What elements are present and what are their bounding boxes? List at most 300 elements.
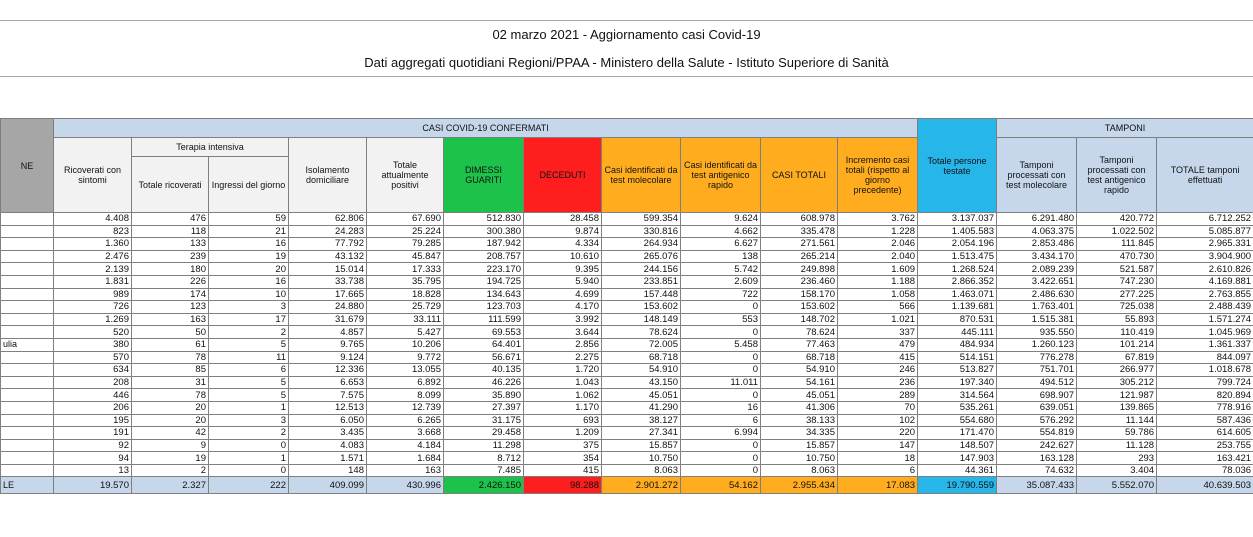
- table-cell: 2.856: [524, 338, 602, 351]
- table-cell: 163: [367, 464, 444, 477]
- table-cell: 3.668: [367, 427, 444, 440]
- table-cell: 0: [681, 326, 761, 339]
- table-cell: 8.063: [761, 464, 838, 477]
- table-cell: 246: [838, 364, 918, 377]
- table-cell: 1.022.502: [1077, 225, 1157, 238]
- table-cell: 430.996: [367, 477, 444, 494]
- table-cell: 233.851: [602, 275, 681, 288]
- table-cell: 68.718: [602, 351, 681, 364]
- table-cell: 138: [681, 250, 761, 263]
- table-cell: 43.150: [602, 376, 681, 389]
- table-cell: 34.335: [761, 427, 838, 440]
- table-cell: 314.564: [918, 389, 997, 402]
- region-name: [1, 213, 54, 226]
- table-cell: 153.602: [602, 301, 681, 314]
- table-cell: 148.149: [602, 313, 681, 326]
- table-cell: 512.830: [444, 213, 524, 226]
- table-cell: 2.275: [524, 351, 602, 364]
- table-cell: 59: [209, 213, 289, 226]
- table-cell: 12.336: [289, 364, 367, 377]
- table-cell: 2.486.630: [997, 288, 1077, 301]
- table-cell: 111.599: [444, 313, 524, 326]
- table-cell: 9.395: [524, 263, 602, 276]
- table-cell: 78.036: [1157, 464, 1253, 477]
- table-cell: 2: [209, 326, 289, 339]
- top-divider: [0, 20, 1253, 21]
- table-cell: 19: [209, 250, 289, 263]
- table-cell: 554.680: [918, 414, 997, 427]
- table-cell: 24.880: [289, 301, 367, 314]
- region-name: ulia: [1, 338, 54, 351]
- table-cell: 2.853.486: [997, 238, 1077, 251]
- table-cell: 8.063: [602, 464, 681, 477]
- table-cell: 0: [681, 389, 761, 402]
- table-cell: 2.046: [838, 238, 918, 251]
- region-name: [1, 376, 54, 389]
- table-cell: 208: [54, 376, 132, 389]
- table-cell: 2.327: [132, 477, 209, 494]
- table-cell: 445.111: [918, 326, 997, 339]
- table-cell: 554.819: [997, 427, 1077, 440]
- table-cell: 520: [54, 326, 132, 339]
- table-cell: 18: [838, 452, 918, 465]
- table-cell: 5.742: [681, 263, 761, 276]
- table-cell: 158.170: [761, 288, 838, 301]
- region-name: [1, 301, 54, 314]
- table-cell: 9.124: [289, 351, 367, 364]
- table-cell: 29.458: [444, 427, 524, 440]
- table-cell: 41.290: [602, 401, 681, 414]
- table-cell: 31.175: [444, 414, 524, 427]
- table-cell: 163.128: [997, 452, 1077, 465]
- table-cell: 608.978: [761, 213, 838, 226]
- table-cell: 134.643: [444, 288, 524, 301]
- table-cell: 61: [132, 338, 209, 351]
- table-cell: 4.662: [681, 225, 761, 238]
- region-name: [1, 326, 54, 339]
- table-cell: 0: [209, 464, 289, 477]
- col-header-deceased: DECEDUTI: [524, 138, 602, 213]
- table-cell: 2.610.826: [1157, 263, 1253, 276]
- table-cell: 41.306: [761, 401, 838, 414]
- swabs-group-header: TAMPONI: [997, 119, 1253, 138]
- table-cell: 1.720: [524, 364, 602, 377]
- table-cell: 2.763.855: [1157, 288, 1253, 301]
- table-cell: 1.763.401: [997, 301, 1077, 314]
- table-cell: 3.434.170: [997, 250, 1077, 263]
- region-name: [1, 351, 54, 364]
- table-cell: 1.021: [838, 313, 918, 326]
- table-cell: 2.488.439: [1157, 301, 1253, 314]
- table-cell: 11.011: [681, 376, 761, 389]
- table-cell: 576.292: [997, 414, 1077, 427]
- table-cell: 157.448: [602, 288, 681, 301]
- table-cell: 614.605: [1157, 427, 1253, 440]
- table-cell: 17.333: [367, 263, 444, 276]
- table-cell: 2.054.196: [918, 238, 997, 251]
- table-cell: 197.340: [918, 376, 997, 389]
- table-cell: 1.170: [524, 401, 602, 414]
- table-cell: 289: [838, 389, 918, 402]
- table-cell: 5.085.877: [1157, 225, 1253, 238]
- covid-table: [0, 118, 1253, 494]
- table-row: [1, 338, 1253, 351]
- table-cell: 5: [209, 376, 289, 389]
- table-cell: 5: [209, 338, 289, 351]
- col-header-total-swabs: TOTALE tamponi effettuati: [1157, 138, 1253, 213]
- table-cell: 74.632: [997, 464, 1077, 477]
- table-cell: 78: [132, 351, 209, 364]
- table-row: [1, 213, 1253, 226]
- table-cell: 236.460: [761, 275, 838, 288]
- table-cell: 56.671: [444, 351, 524, 364]
- table-cell: 40.639.503: [1157, 477, 1253, 494]
- table-cell: 195: [54, 414, 132, 427]
- table-cell: 2.476: [54, 250, 132, 263]
- col-header-icu-new: Ingressi del giorno: [209, 157, 289, 213]
- table-cell: 9.772: [367, 351, 444, 364]
- table-cell: 7.575: [289, 389, 367, 402]
- table-cell: 44.361: [918, 464, 997, 477]
- region-name: [1, 439, 54, 452]
- table-cell: 446: [54, 389, 132, 402]
- table-cell: 21: [209, 225, 289, 238]
- table-cell: 110.419: [1077, 326, 1157, 339]
- table-row: [1, 464, 1253, 477]
- table-cell: 4.170: [524, 301, 602, 314]
- page-subtitle: Dati aggregati quotidiani Regioni/PPAA - Ministero della Salute - Istituto Superiore di Sanità: [364, 55, 889, 70]
- region-name: [1, 389, 54, 402]
- table-cell: 1.209: [524, 427, 602, 440]
- table-row: [1, 313, 1253, 326]
- table-cell: 6.291.480: [997, 213, 1077, 226]
- table-cell: 98.288: [524, 477, 602, 494]
- table-cell: 1: [209, 452, 289, 465]
- table-cell: 153.602: [761, 301, 838, 314]
- table-cell: 54.161: [761, 376, 838, 389]
- table-cell: 236: [838, 376, 918, 389]
- table-row: [1, 427, 1253, 440]
- table-cell: 163: [132, 313, 209, 326]
- table-cell: 2: [209, 427, 289, 440]
- table-cell: 27.341: [602, 427, 681, 440]
- table-cell: 3.992: [524, 313, 602, 326]
- table-cell: 3.904.900: [1157, 250, 1253, 263]
- table-cell: 77.463: [761, 338, 838, 351]
- table-cell: 415: [524, 464, 602, 477]
- table-cell: 2.866.352: [918, 275, 997, 288]
- table-cell: 42: [132, 427, 209, 440]
- table-cell: 1.188: [838, 275, 918, 288]
- table-cell: 78.624: [602, 326, 681, 339]
- table-cell: 726: [54, 301, 132, 314]
- table-cell: 180: [132, 263, 209, 276]
- total-row: [1, 477, 1253, 494]
- table-cell: 514.151: [918, 351, 997, 364]
- table-cell: 10: [209, 288, 289, 301]
- table-cell: 35.087.433: [997, 477, 1077, 494]
- table-cell: 19: [132, 452, 209, 465]
- table-cell: 54.910: [602, 364, 681, 377]
- table-cell: 9.765: [289, 338, 367, 351]
- table-cell: 20: [209, 263, 289, 276]
- table-cell: 72.005: [602, 338, 681, 351]
- table-cell: 1.571: [289, 452, 367, 465]
- table-cell: 3.644: [524, 326, 602, 339]
- table-cell: 111.845: [1077, 238, 1157, 251]
- table-cell: 6.892: [367, 376, 444, 389]
- table-cell: 85: [132, 364, 209, 377]
- table-cell: 10.610: [524, 250, 602, 263]
- table-cell: 1.260.123: [997, 338, 1077, 351]
- table-cell: 163.421: [1157, 452, 1253, 465]
- table-cell: 0: [681, 364, 761, 377]
- table-cell: 242.627: [997, 439, 1077, 452]
- table-cell: 1.018.678: [1157, 364, 1253, 377]
- table-cell: 139.865: [1077, 401, 1157, 414]
- table-cell: 206: [54, 401, 132, 414]
- region-name: [1, 288, 54, 301]
- table-cell: 6.265: [367, 414, 444, 427]
- table-cell: 4.169.881: [1157, 275, 1253, 288]
- table-cell: 778.916: [1157, 401, 1253, 414]
- table-cell: 6: [838, 464, 918, 477]
- table-row: [1, 452, 1253, 465]
- table-cell: 1.043: [524, 376, 602, 389]
- region-header: NE: [1, 119, 54, 213]
- table-cell: 16: [209, 275, 289, 288]
- col-header-antigen-cases: Casi identificati da test antigenico rapido: [681, 138, 761, 213]
- table-cell: 380: [54, 338, 132, 351]
- table-cell: 420.772: [1077, 213, 1157, 226]
- table-cell: 16: [209, 238, 289, 251]
- table-cell: 634: [54, 364, 132, 377]
- table-cell: 35.890: [444, 389, 524, 402]
- table-cell: 17.083: [838, 477, 918, 494]
- table-cell: 820.894: [1157, 389, 1253, 402]
- table-cell: 3: [209, 414, 289, 427]
- table-cell: 293: [1077, 452, 1157, 465]
- table-cell: 271.561: [761, 238, 838, 251]
- table-cell: 249.898: [761, 263, 838, 276]
- table-cell: 4.699: [524, 288, 602, 301]
- table-row: [1, 364, 1253, 377]
- table-cell: 45.051: [761, 389, 838, 402]
- region-name: [1, 464, 54, 477]
- header-divider: [0, 76, 1253, 77]
- table-cell: 78: [132, 389, 209, 402]
- table-cell: 28.458: [524, 213, 602, 226]
- table-cell: 9.624: [681, 213, 761, 226]
- table-cell: 870.531: [918, 313, 997, 326]
- table-cell: 94: [54, 452, 132, 465]
- table-body: [1, 213, 1253, 494]
- table-cell: 10.750: [761, 452, 838, 465]
- table-cell: 78.624: [761, 326, 838, 339]
- table-cell: 570: [54, 351, 132, 364]
- table-cell: 7.485: [444, 464, 524, 477]
- table-cell: 5.458: [681, 338, 761, 351]
- table-cell: 6.994: [681, 427, 761, 440]
- table-cell: 174: [132, 288, 209, 301]
- table-cell: 5.427: [367, 326, 444, 339]
- table-cell: 79.285: [367, 238, 444, 251]
- table-cell: 5: [209, 389, 289, 402]
- region-name: [1, 427, 54, 440]
- table-cell: 244.156: [602, 263, 681, 276]
- table-row: [1, 401, 1253, 414]
- table-cell: 4.063.375: [997, 225, 1077, 238]
- table-cell: 54.910: [761, 364, 838, 377]
- table-cell: 305.212: [1077, 376, 1157, 389]
- table-cell: 223.170: [444, 263, 524, 276]
- table-cell: 494.512: [997, 376, 1077, 389]
- table-cell: 1.045.969: [1157, 326, 1253, 339]
- table-cell: 6.627: [681, 238, 761, 251]
- table-cell: 15.857: [602, 439, 681, 452]
- table-cell: 11.128: [1077, 439, 1157, 452]
- table-cell: 844.097: [1157, 351, 1253, 364]
- table-cell: 4.083: [289, 439, 367, 452]
- table-cell: 266.977: [1077, 364, 1157, 377]
- table-cell: 0: [209, 439, 289, 452]
- table-cell: 148.507: [918, 439, 997, 452]
- page-title: 02 marzo 2021 - Aggiornamento casi Covid-19: [492, 27, 761, 42]
- table-row: [1, 414, 1253, 427]
- table-cell: 8.099: [367, 389, 444, 402]
- table-cell: 823: [54, 225, 132, 238]
- table-cell: 725.038: [1077, 301, 1157, 314]
- table-cell: 55.893: [1077, 313, 1157, 326]
- table-cell: 337: [838, 326, 918, 339]
- table-cell: 553: [681, 313, 761, 326]
- table-cell: 599.354: [602, 213, 681, 226]
- table-cell: 147: [838, 439, 918, 452]
- table-row: [1, 238, 1253, 251]
- table-cell: 535.261: [918, 401, 997, 414]
- table-cell: 3.422.651: [997, 275, 1077, 288]
- table-cell: 799.724: [1157, 376, 1253, 389]
- table-cell: 330.816: [602, 225, 681, 238]
- table-cell: 6: [681, 414, 761, 427]
- table-cell: 751.701: [997, 364, 1077, 377]
- table-cell: 226: [132, 275, 209, 288]
- icu-group-header: Terapia intensiva: [132, 138, 289, 157]
- region-name: [1, 225, 54, 238]
- table-cell: 208.757: [444, 250, 524, 263]
- table-cell: 265.076: [602, 250, 681, 263]
- table-cell: 1: [209, 401, 289, 414]
- table-cell: 265.214: [761, 250, 838, 263]
- col-header-antigen-swabs: Tamponi processati con test antigenico rapido: [1077, 138, 1157, 213]
- table-cell: 67.690: [367, 213, 444, 226]
- table-cell: 19.790.559: [918, 477, 997, 494]
- table-cell: 2: [132, 464, 209, 477]
- table-cell: 64.401: [444, 338, 524, 351]
- region-name: [1, 364, 54, 377]
- table-cell: 415: [838, 351, 918, 364]
- table-cell: 46.226: [444, 376, 524, 389]
- table-cell: 38.133: [761, 414, 838, 427]
- table-cell: 194.725: [444, 275, 524, 288]
- table-cell: 1.268.524: [918, 263, 997, 276]
- table-row: [1, 275, 1253, 288]
- table-cell: 18.828: [367, 288, 444, 301]
- table-cell: 935.550: [997, 326, 1077, 339]
- table-cell: 12.739: [367, 401, 444, 414]
- table-cell: 67.819: [1077, 351, 1157, 364]
- confirmed-group-header: CASI COVID-19 CONFERMATI: [54, 119, 918, 138]
- table-cell: 31.679: [289, 313, 367, 326]
- table-cell: 20: [132, 414, 209, 427]
- table-cell: 121.987: [1077, 389, 1157, 402]
- table-cell: 1.269: [54, 313, 132, 326]
- table-cell: 0: [681, 464, 761, 477]
- table-cell: 1.513.475: [918, 250, 997, 263]
- table-cell: 698.907: [997, 389, 1077, 402]
- table-cell: 3.435: [289, 427, 367, 440]
- table-cell: 2.040: [838, 250, 918, 263]
- table-cell: 2.901.272: [602, 477, 681, 494]
- table-cell: 10.750: [602, 452, 681, 465]
- table-cell: 253.755: [1157, 439, 1253, 452]
- table-cell: 11: [209, 351, 289, 364]
- table-cell: 62.806: [289, 213, 367, 226]
- region-name: [1, 263, 54, 276]
- table-cell: 479: [838, 338, 918, 351]
- col-header-recovered: DIMESSI GUARITI: [444, 138, 524, 213]
- table-cell: 2.955.434: [761, 477, 838, 494]
- table-cell: 1.062: [524, 389, 602, 402]
- table-cell: 521.587: [1077, 263, 1157, 276]
- table-cell: 118: [132, 225, 209, 238]
- col-header-molecular-swabs: Tamponi processati con test molecolare: [997, 138, 1077, 213]
- table-cell: 101.214: [1077, 338, 1157, 351]
- table-cell: 15.014: [289, 263, 367, 276]
- table-row: [1, 250, 1253, 263]
- table-cell: 20: [132, 401, 209, 414]
- table-cell: 1.058: [838, 288, 918, 301]
- table-cell: 3.762: [838, 213, 918, 226]
- table-cell: 8.712: [444, 452, 524, 465]
- table-cell: 1.360: [54, 238, 132, 251]
- table-cell: 1.361.337: [1157, 338, 1253, 351]
- col-header-tested: Totale persone testate: [918, 119, 997, 213]
- table-cell: 9.874: [524, 225, 602, 238]
- table-cell: 43.132: [289, 250, 367, 263]
- table-cell: 17.665: [289, 288, 367, 301]
- table-cell: 12.513: [289, 401, 367, 414]
- table-cell: 375: [524, 439, 602, 452]
- table-cell: 476: [132, 213, 209, 226]
- table-cell: 3: [209, 301, 289, 314]
- table-row: [1, 301, 1253, 314]
- table-cell: 45.051: [602, 389, 681, 402]
- table-cell: 171.470: [918, 427, 997, 440]
- table-cell: 191: [54, 427, 132, 440]
- table-cell: 31: [132, 376, 209, 389]
- table-cell: 59.786: [1077, 427, 1157, 440]
- col-header-current-positive: Totale attualmente positivi: [367, 138, 444, 213]
- col-header-molecular-cases: Casi identificati da test molecolare: [602, 138, 681, 213]
- table-cell: 6.050: [289, 414, 367, 427]
- table-cell: 38.127: [602, 414, 681, 427]
- table-cell: 2.965.331: [1157, 238, 1253, 251]
- table-cell: 45.847: [367, 250, 444, 263]
- col-header-total-cases: CASI TOTALI: [761, 138, 838, 213]
- table-cell: 6.712.252: [1157, 213, 1253, 226]
- table-row: [1, 389, 1253, 402]
